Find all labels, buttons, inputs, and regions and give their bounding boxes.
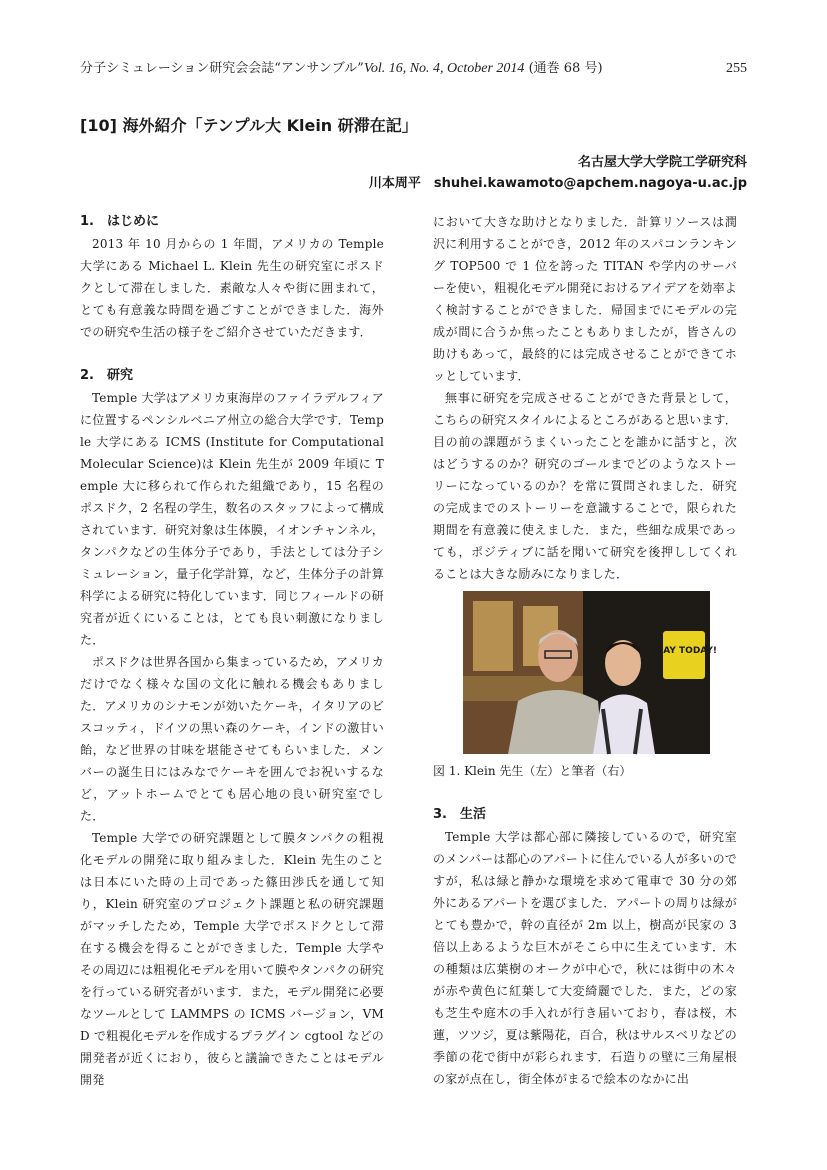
issue-info: (通巻 68 号) [528,61,603,76]
paragraph: 2013 年 10 月からの 1 年間，アメリカの Temple 大学にある Michael L. Klein 先生の研究室にポスドクとして滞在しました．素敵な人々や街に囲まれて，とても有意義な時間を過ごすことができました．海外での研究や生活の様子をご紹介させていただきます． [80,237,384,339]
sign-text: PLAY TODAY! [650,646,718,656]
volume-info: Vol. 16, No. 4, October 2014 [363,61,525,76]
author-line: 川本周平 shuhei.kawamoto@apchem.nagoya-u.ac.jp [368,176,747,191]
paragraph: Temple 大学は都心部に隣接しているので，研究室のメンバーは都心のアパートに住んでいる人が多いのですが，私は緑と静かな環境を求めて電車で 30 分の郊外にあるアパートを選びました．アパートの周りは緑がとても豊かで，幹の直径が 2m 以上，樹高が民家の 3 倍以上あるような巨木がそこら中に生えています．木の種類は広葉樹のオークが中心で，秋には街中の木々が赤や黄色に紅葉して大変綺麗でした．また，どの家も芝生や庭木の手入れが行き届いており，春は桜，木蓮，ツツジ，夏は紫陽花，百合，秋はサルスベリなどの季節の花で街中が彩られます．石造りの壁に三角屋根の家が点在し，街全体がまるで絵本のなかに出 [433,830,737,1086]
section-heading-research: 2. 研究 [80,368,133,383]
page-number: 255 [726,61,747,76]
photo-illustration [463,591,718,754]
paragraph: 無事に研究を完成させることができた背景として，こちらの研究スタイルによるところがあると思います．目の前の課題がうまくいったことを誰かに話すと，次はどうするのか？研究のゴールまでどのようなストーリーになっているのか？を常に質問されました．研究の完成までのストーリーを意識することで，限られた期間を有意義に使えました．また，些細な成果であっても，ポジティブに話を聞いて研究を後押ししてくれることは大きな励みになりました． [433,391,737,581]
paragraph: において大きな助けとなりました．計算リソースは潤沢に利用することができ，2012 年のスパコンランキング TOP500 で 1 位を誇った TITAN や学内のサーバーを使い，粗視化モデル開発におけるアイデアを効率よく検討することができました．帰国までにモデルの完成が間に合うか焦ったこともありましたが，皆さんの助けもあって，最終的には完成させることができてホッとしています． [433,215,737,383]
paragraph: Temple 大学での研究課題として膜タンパクの粗視化モデルの開発に取り組みました．Klein 先生のことは日本にいた時の上司であった篠田渉氏を通して知り，Klein 研究室のプロジェクト課題と私の研究課題がマッチしたため，Temple 大学でポスドクとして滞在する機会を得ることができました．Temple 大学やその周辺には粗視化モデルを用いて膜やタンパクの研究を行っている研究者がいます．また，モデル開発に必要なツールとして LAMMPS の ICMS バージョン，VMD で粗視化モデルを作成するプラグイン cgtool などの開発者が近くにおり，彼らと議論できたことはモデル開発 [80,831,384,1087]
running-head [80,61,747,77]
figure-photo [463,591,718,754]
journal-name: 分子シミュレーション研究会会誌“アンサンブル” [80,61,364,76]
figure-caption: 図 1. Klein 先生（左）と筆者（右） [433,764,632,778]
section-heading-intro: 1. はじめに [80,214,159,229]
paragraph: ポスドクは世界各国から集まっているため，アメリカだけでなく様々な国の文化に触れる機会もありました．アメリカのシナモンが効いたケーキ，イタリアのビスコッティ，ドイツの黒い森のケーキ，インドの激甘い飴，など世界の甘味を堪能させてもらいました．メンバーの誕生日にはみなでケーキを囲んでお祝いするなど，アットホームでとても居心地の良い研究室でした． [80,655,384,823]
author-affiliation: 名古屋大学大学院工学研究科 [577,155,747,170]
left-column [80,211,384,1091]
article-title: [10] 海外紹介「テンプル大 Klein 研滞在記」 [80,116,418,135]
right-column [433,211,737,1090]
paragraph: Temple 大学はアメリカ東海岸のファイラデルフィアに位置するペンシルベニア州立の総合大学です．Temple 大学にある ICMS (Institute for Computational Molecular Science)は Klein 先生が 2009 年頃に Temple 大に移られて作られた組織であり，15 名程のポスドク，2 名程の学生，数名のスタッフによって構成されています．研究対象は生体膜，イオンチャンネル，タンパクなどの生体分子であり，手法としては分子シミュレーション，量子化学計算，など，生体分子の計算科学による研究に特化しています．同じフィールドの研究者が近くにいることは，とても良い刺激になりました． [80,391,384,647]
section-heading-life: 3. 生活 [433,807,486,822]
